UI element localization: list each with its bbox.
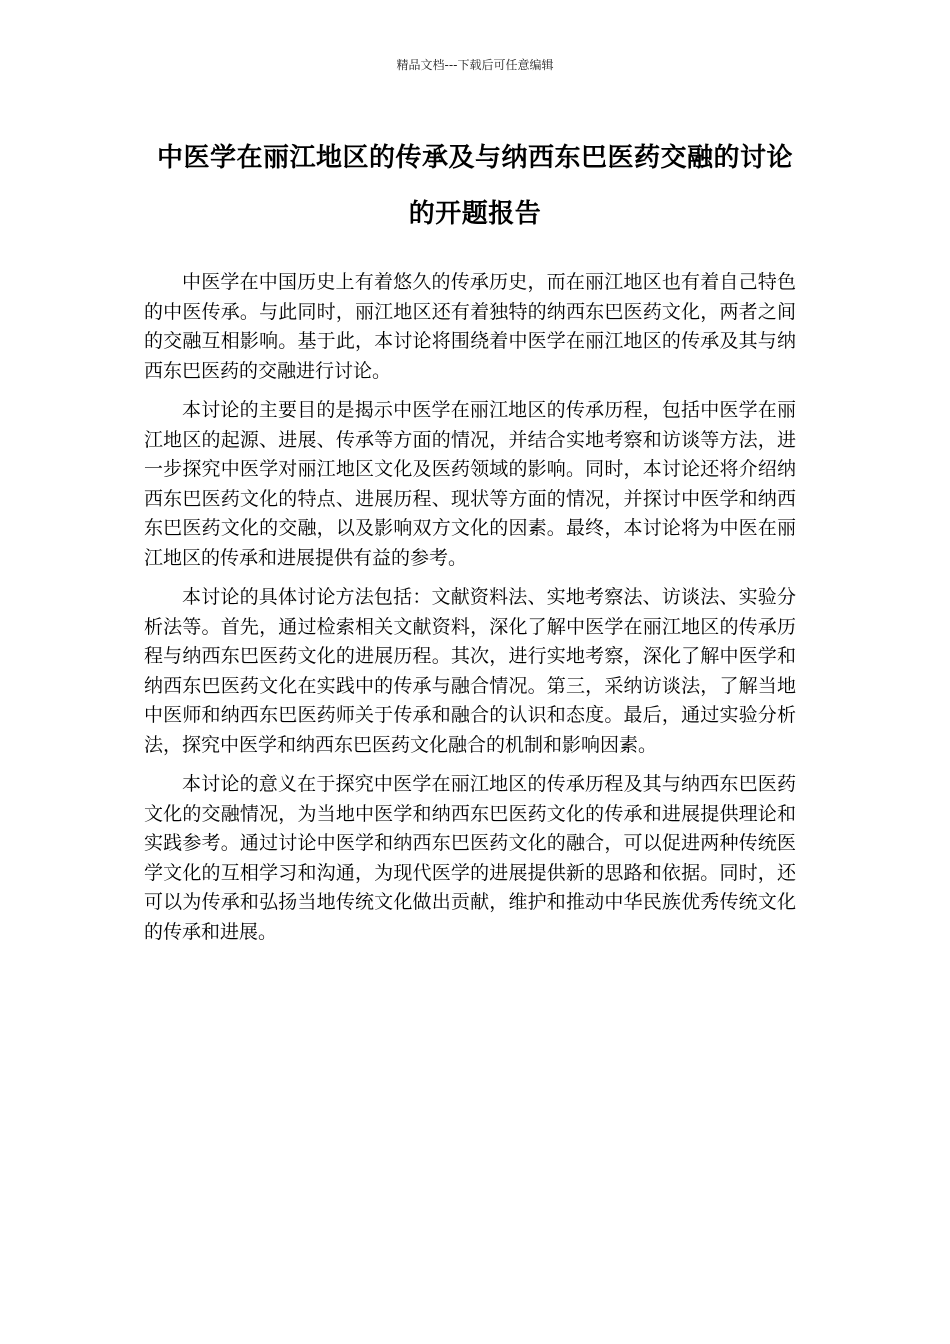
paragraph-purpose: 本讨论的主要目的是揭示中医学在丽江地区的传承历程，包括中医学在丽江地区的起源、进展、传承等方面的情况，并结合实地考察和访谈等方法，进一步探究中医学对丽江地区文化及医药领域的影响。同时，本讨论还将介绍纳西东巴医药文化的特点、进展历程、现状等方面的情况，并探讨中医学和纳西东巴医药文化的交融，以及影响双方文化的因素。最终，本讨论将为中医在丽江地区的传承和进展提供有益的参考。 bbox=[144, 399, 796, 569]
document-body bbox=[144, 268, 796, 957]
header-note: 精品文档---下载后可任意编辑 bbox=[396, 58, 554, 72]
paragraph-intro: 中医学在中国历史上有着悠久的传承历史，而在丽江地区也有着自己特色的中医传承。与此同时，丽江地区还有着独特的纳西东巴医药文化，两者之间的交融互相影响。基于此，本讨论将围绕着中医学在丽江地区的传承及其与纳西东巴医药的交融进行讨论。 bbox=[144, 271, 796, 382]
paragraph-methods: 本讨论的具体讨论方法包括：文献资料法、实地考察法、访谈法、实验分析法等。首先，通过检索相关文献资料，深化了解中医学在丽江地区的传承历程与纳西东巴医药文化的进展历程。其次，进行实地考察，深化了解中医学和纳西东巴医药文化在实践中的传承与融合情况。第三，采纳访谈法，了解当地中医师和纳西东巴医药师关于传承和融合的认识和态度。最后，通过实验分析法，探究中医学和纳西东巴医药文化融合的机制和影响因素。 bbox=[144, 586, 796, 756]
paragraph-significance: 本讨论的意义在于探究中医学在丽江地区的传承历程及其与纳西东巴医药文化的交融情况，为当地中医学和纳西东巴医药文化的传承和进展提供理论和实践参考。通过讨论中医学和纳西东巴医药文化的融合，可以促进两种传统医学文化的互相学习和沟通，为现代医学的进展提供新的思路和依据。同时，还可以为传承和弘扬当地传统文化做出贡献，维护和推动中华民族优秀传统文化的传承和进展。 bbox=[144, 773, 796, 943]
document-title: 中医学在丽江地区的传承及与纳西东巴医药交融的讨论的开题报告 bbox=[156, 143, 793, 229]
